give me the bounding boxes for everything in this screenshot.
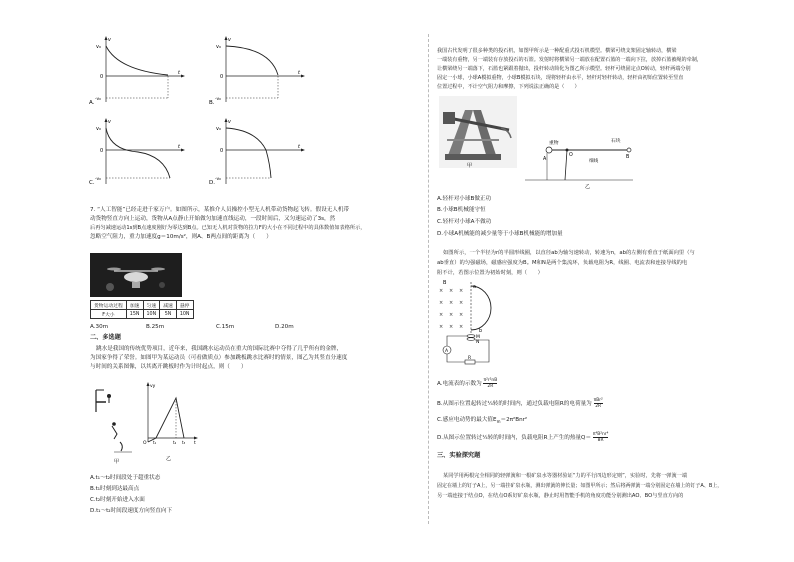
q8-option-d[interactable]: D.t₁～t₂时间段速度方向竖直向下 (90, 508, 173, 514)
vy-t-graph (140, 380, 200, 466)
table-header-cell: 货物运动过程 (91, 301, 127, 310)
q7-option-c[interactable]: C.15m (216, 324, 235, 330)
q9-line: 让横梁绕另一端落下，石篮也紧跟着抛出，投杆转动简化为图乙所示模型。轻杆可绕固定点O转动，轻杆两端分别 (437, 66, 691, 72)
label-string: 细线 (589, 159, 599, 164)
axis-origin-label: O (143, 441, 147, 446)
axis-t-label: t (194, 441, 196, 446)
q9-option-b[interactable]: B.小球B机械能守恒 (437, 207, 486, 213)
label-a: A (543, 157, 547, 162)
axis-v-label: v (228, 119, 231, 125)
q10-line: ab垂直）的匀强磁场，磁感应强度为B。M和N是两个集流环，负载电阻为R，线圈、电流表和连接导线的电 (437, 260, 688, 266)
table-row (91, 310, 194, 319)
q8-option-a[interactable]: A.t₁～t₂时间段处于超重状态 (90, 475, 161, 481)
vy-graph (140, 380, 200, 466)
drone-photo (90, 253, 182, 297)
table-header-row (91, 301, 194, 310)
axis-t-label: t (298, 144, 300, 150)
label-a-point: a (473, 285, 476, 290)
q7-line: 后再匀减速运动1s到B点速度刚好为零达到B点。已知无人机对货物的拉力F的大小在不同过程中的具体数值如表格所示， (90, 225, 366, 231)
fraction-numerator: π⁴B²nr⁴ (592, 432, 609, 437)
table-header-cell: 减速 (160, 301, 177, 310)
q9-option-d[interactable]: D.小球A机械能的减少量等于小球B机械能的增加量 (437, 231, 563, 237)
q10-option-c[interactable] (437, 416, 527, 426)
label-b: B (626, 155, 630, 160)
option-text: ＝2π²Bnr² (500, 417, 528, 423)
resistor-label: R (468, 356, 472, 361)
section-heading-experiment: 三、实验探究题 (437, 452, 481, 459)
lever-model-diagram (525, 132, 633, 190)
graph-option-d (208, 116, 308, 196)
q8-line: 为国家争得了荣誉。如图甲为某运动员（可看做质点）参加跳板跳水比赛时的情景，图乙为其竖直分速度 (90, 355, 348, 361)
fig-label-jia: 甲 (467, 163, 473, 168)
axis-t-label: t (178, 70, 180, 76)
graph-option-a (88, 34, 188, 114)
option-text: C.感应电动势的最大值E (437, 417, 497, 423)
svg-text:×: × (449, 300, 454, 306)
subscript: m (496, 419, 501, 425)
axis-v0-label: v₀ (216, 126, 221, 132)
q8-option-c[interactable]: C.t₂时刻开始进入水面 (90, 497, 145, 503)
fraction (483, 378, 497, 389)
svg-text:×: × (449, 324, 454, 330)
axis-neg-label: -v₀ (95, 177, 101, 182)
circuit-figure (437, 280, 501, 374)
label-m: M (476, 335, 480, 340)
label-b-point: b (479, 329, 483, 334)
force-table (90, 300, 194, 319)
fraction-numerator: π²r²nB (483, 378, 498, 383)
table-header-cell: 匀速 (143, 301, 160, 310)
axis-v0-label: v₀ (216, 44, 221, 50)
drone-icon (90, 253, 182, 297)
fraction-denominator: 2R (487, 384, 494, 389)
option-letter: B. (209, 100, 215, 106)
diver-figure (92, 382, 140, 466)
ammeter-label: A (445, 349, 449, 354)
option-letter: C. (89, 180, 95, 186)
q7-option-d[interactable]: D.20m (275, 324, 294, 330)
fraction-denominator: 8R (597, 438, 604, 443)
q9-line: 我国古代发明了很多种类的投石机，如图甲所示是一种配重式投石机模型。横梁可绕支架固定轴转动，横梁 (437, 48, 677, 54)
fraction (593, 432, 609, 443)
svg-text:×: × (439, 324, 444, 330)
option-text: B.从图示位置起转过¼转的时间内，通过负载电阻R的电荷量为 (437, 401, 592, 407)
q9-line: 位置过程中，不计空气阻力和摩擦，下列说法正确的是（ ） (437, 84, 580, 90)
q11-line: 固定在墙上的钉子A上，另一端挂矿泉水瓶，测出弹簧的伸长量；如图甲所示；然后将两弹簧一端分别固定在墙上的钉子A、B上， (437, 483, 723, 489)
axis-v-label: v (108, 119, 111, 125)
fig-label-yi: 乙 (585, 184, 591, 190)
axis-zero-label: 0 (100, 148, 104, 154)
table-cell: 5N (160, 310, 177, 319)
vt-graph-b (208, 34, 308, 114)
axis-v-label: v (228, 37, 231, 43)
diver-icon (92, 382, 140, 466)
label-n: N (476, 340, 480, 345)
svg-text:×: × (439, 300, 444, 306)
axis-v-label: v (108, 37, 111, 43)
q8-option-b[interactable]: B.t₁时刻到达最高点 (90, 486, 140, 492)
q7-option-b[interactable]: B.25m (146, 324, 165, 330)
option-text: A.电流表的示数为 (437, 381, 482, 387)
q10-line: 如图所示，一个半径为r的半圆形线圈，以直径ab为轴匀速转动，转速为n，ab的左侧有垂直于纸面向里（与 (443, 250, 695, 256)
table-row-label: F大小 (91, 310, 127, 319)
table-cell: 10N (176, 310, 193, 319)
svg-text:×: × (449, 288, 454, 294)
axis-t-label: t (178, 144, 180, 150)
axis-zero-label: 0 (220, 148, 224, 154)
q11-line: 另一端连接于结点O，在结点O系好矿泉水瓶，静止时用智能手机的角度功能分别测出AO、BO与竖直方向的 (437, 493, 684, 499)
q10-line: 阻不计，若图示位置为初始时刻，则（ ） (437, 270, 543, 276)
section-heading-multiple-choice: 二、多选题 (90, 334, 121, 341)
axis-neg-label: -v₀ (95, 97, 101, 102)
q7-option-a[interactable]: A.30m (90, 324, 109, 330)
q10-option-d[interactable] (437, 432, 608, 443)
label-stone: 石块 (611, 139, 621, 144)
svg-text:×: × (459, 324, 464, 330)
vt-graph-d (208, 116, 308, 196)
svg-text:×: × (449, 312, 454, 318)
table-header-cell: 悬停 (176, 301, 193, 310)
option-letter: A. (89, 100, 95, 106)
right-column (397, 0, 794, 562)
axis-t-label: t (298, 70, 300, 76)
q9-option-c[interactable]: C.轻杆对小球A不做功 (437, 219, 492, 225)
table-cell: 10N (143, 310, 160, 319)
q9-option-a[interactable]: A.轻杆对小球B做正功 (437, 196, 492, 202)
svg-text:×: × (459, 312, 464, 318)
q9-line: 固定一小球，小球A模拟重物，小球B模拟石块，现将轻杆由水平，轻杆对轻杆转动，轻杆由初始位置转至竖直 (437, 75, 684, 81)
axis-v0-label: v₀ (96, 44, 101, 50)
svg-text:×: × (439, 312, 444, 318)
vt-graph-a (88, 34, 188, 114)
q10-option-b[interactable] (437, 398, 603, 409)
option-letter: D. (209, 180, 215, 186)
label-b-field: B (443, 280, 447, 286)
axis-neg-label: -v₀ (215, 177, 221, 182)
svg-text:×: × (459, 300, 464, 306)
q7-line: 7. “人工智能”已经走进千家万户。如图所示，某推介人员操控小型无人机带动货物起飞转。假设无人机带 (90, 207, 350, 213)
axis-vy-label: vy (150, 384, 156, 389)
axis-zero-label: 0 (220, 74, 224, 80)
fraction (594, 398, 603, 409)
axis-t1-label: t₁ (153, 440, 157, 445)
label-o: O (569, 153, 573, 158)
q9-line: 一端装有重物，另一端装有存放投石的石篮。发射时将横梁另一端放在配置石篮的一端向下拉，放掉石篮被绳的牵制， (437, 57, 702, 63)
q7-line: 忽略空气阻力，重力加速度g＝10m/s²，则A、B两点间的距离为（ ） (90, 234, 272, 240)
vt-graph-c (88, 116, 188, 196)
axis-t3-label: t₃ (182, 440, 186, 445)
q8-line: 与时间的关系图像，以其离开跳板时作为计时起点，则（ ） (90, 364, 247, 370)
axis-neg-label: -v₀ (215, 97, 221, 102)
graph-option-b (208, 34, 308, 114)
coil-circuit-diagram (437, 280, 501, 374)
label-weight: 重物 (549, 141, 559, 146)
axis-zero-label: 0 (100, 74, 104, 80)
q11-line: 某同学用两根完全相同的轻弹簧和一根矿泉水等器材验证“力的平行四边形定则”，实验时，先将一弹簧一端 (443, 473, 688, 479)
svg-text:×: × (459, 288, 464, 294)
trebuchet-icon (439, 96, 517, 168)
axis-t2-label: t₂ (173, 440, 177, 445)
lever-model-figure (525, 132, 633, 190)
table-header-cell: 加速 (126, 301, 143, 310)
svg-text:×: × (439, 288, 444, 294)
axis-v0-label: v₀ (96, 126, 101, 132)
q10-option-a[interactable] (437, 378, 497, 389)
fig-label-yi: 乙 (166, 456, 172, 462)
q7-line: 动货物竖直方向上运动，货物从A点静止开始做匀加速直线运动，一段时间后，又匀速运动了3s，然 (90, 216, 336, 222)
graph-option-c (88, 116, 188, 196)
fraction-denominator: 2R (595, 404, 602, 409)
fig-label-jia: 甲 (114, 459, 120, 465)
table-cell: 15N (126, 310, 143, 319)
fraction-numerator: πBr² (593, 398, 603, 403)
q8-line: 跳水是我国的传统优势项目，近年来，我国跳水运动员在重大的国际比赛中夺得了几乎所有的金牌， (96, 346, 343, 352)
trebuchet-figure (439, 96, 517, 168)
option-text: D.从图示位置转过¼转的时间内，负载电阻R上产生的热量Q＝ (437, 435, 592, 441)
